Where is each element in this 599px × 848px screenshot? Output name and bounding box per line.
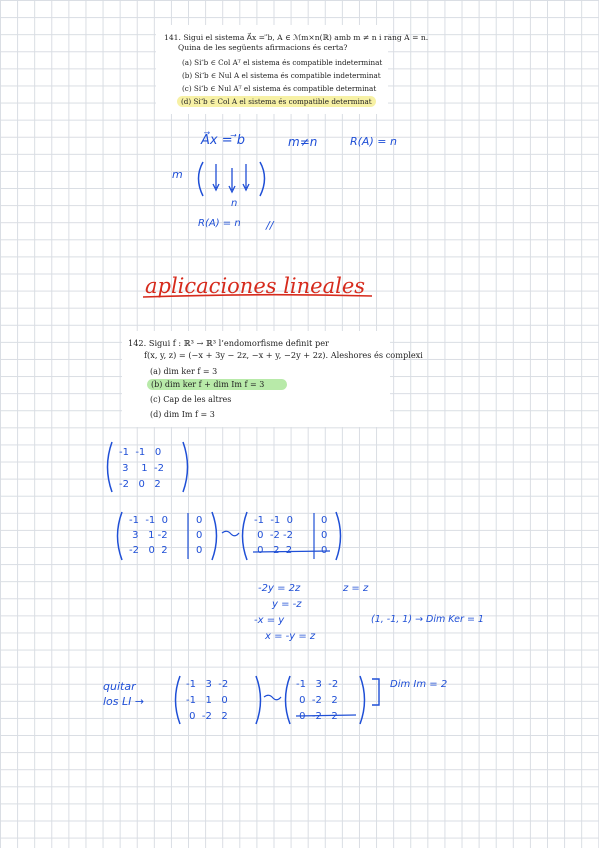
q142-option-a: (a) dim ker f = 3: [150, 367, 218, 376]
solution-line-3: -x = y: [254, 615, 285, 626]
z-equals-z: z = z: [343, 583, 369, 594]
matrix2-left-row-2: 3 1 -2: [129, 530, 168, 541]
note-rank: R(A) = n: [350, 135, 397, 148]
matrix1-row-2: 3 1 -2: [119, 463, 164, 474]
matrix3-left-row-3: 0 -2 2: [186, 711, 228, 722]
note-rank-2: R(A) = n: [198, 218, 241, 229]
matrix1-row-1: -1 -1 0: [119, 447, 162, 458]
q142-title: 142. Sigui f : ℝ³ → ℝ³ l’endomorfisme definit per: [128, 338, 329, 348]
q141-title: 141. Sigui el sistema A⃗x = ⃗b, A ∈ ℳm×n(ℝ) amb m ≠ n i rang A = n.: [164, 33, 429, 42]
q142-option-b: (b) dim ker f + dim Im f = 3: [147, 379, 287, 390]
q141-option-b: (b) Si ⃗b ∈ Nul A el sistema és compatible indeterminat: [182, 71, 381, 80]
matrix2-aug-row-2: 0: [196, 530, 203, 541]
matrix3-left-row-2: -1 1 0: [186, 695, 228, 706]
matrix2-aug-row-3: 0: [196, 545, 203, 556]
quitar-label-2: los LI →: [103, 695, 145, 708]
matrix2-right-row-2: 0 -2 -2: [254, 530, 294, 541]
note-m: m: [172, 168, 183, 181]
matrix2-right-aug-row-3: 0: [321, 545, 328, 556]
note-m-neq-n: m≠n: [288, 135, 318, 149]
matrix3-left-row-1: -1 3 -2: [186, 679, 229, 690]
matrix3-right-row-2: 0 -2 2: [296, 695, 338, 706]
q141-option-a: (a) Si ⃗b ∈ Col Aᵀ el sistema és compatible indeterminat: [182, 58, 383, 67]
quitar-label: quitar: [103, 680, 136, 693]
q141-option-c: (c) Si ⃗b ∈ Nul Aᵀ el sistema és compatible determinat: [182, 84, 377, 93]
kernel-result: (1, -1, 1) → Dim Ker = 1: [371, 614, 484, 625]
note-mark: //: [266, 219, 274, 232]
matrix2-aug-row-1: 0: [196, 515, 203, 526]
q141-option-d: (d) Si ⃗b ∈ Col A el sistema és compatible determinat: [177, 96, 376, 107]
solution-line-4: x = -y = z: [265, 631, 316, 642]
note-n: n: [231, 198, 238, 209]
q142-subtitle: f(x, y, z) = (−x + 3y − 2z, −x + y, −2y + 2z). Aleshores és complexi: [144, 350, 423, 360]
section-heading: aplicaciones lineales: [145, 274, 366, 298]
matrix2-left-row-1: -1 -1 0: [129, 515, 169, 526]
matrix1-row-3: -2 0 2: [119, 479, 161, 490]
matrix2-left-row-3: -2 0 2: [129, 545, 168, 556]
matrix3-right-row-3: 0 -2 2: [296, 711, 338, 722]
q142-option-d: (d) dim Im f = 3: [150, 410, 215, 419]
matrix3-right-row-1: -1 3 -2: [296, 679, 339, 690]
dim-im-result: Dim Im = 2: [390, 679, 448, 690]
solution-line-2: y = -z: [272, 599, 302, 610]
q142-option-c: (c) Cap de les altres: [150, 395, 232, 404]
q141-subtitle: Quina de les següents afirmacions és certa?: [178, 43, 348, 52]
matrix2-right-row-1: -1 -1 0: [254, 515, 294, 526]
matrix2-right-aug-row-1: 0: [321, 515, 328, 526]
matrix2-right-row-3: 0 2 2: [254, 545, 293, 556]
solution-line-1: -2y = 2z: [258, 583, 301, 594]
note-equation: A⃗x = ⃗b: [201, 133, 245, 148]
matrix2-right-aug-row-2: 0: [321, 530, 328, 541]
